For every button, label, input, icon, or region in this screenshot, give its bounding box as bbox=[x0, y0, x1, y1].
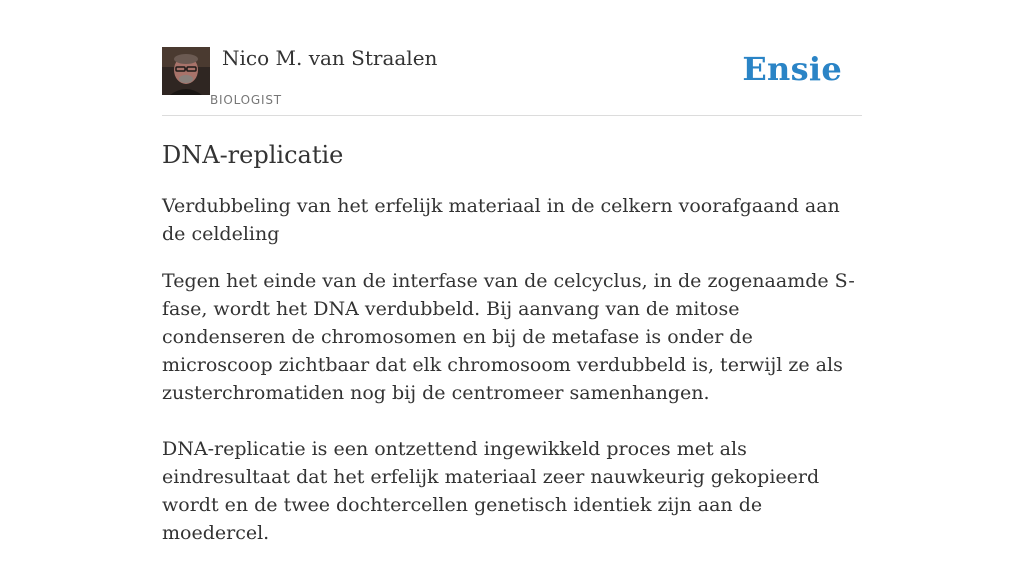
article-subtitle: Verdubbeling van het erfelijk materiaal in de celkern voorafgaand aan de celdeling bbox=[162, 195, 840, 245]
article-card bbox=[162, 0, 862, 544]
author-header bbox=[162, 0, 862, 116]
article-body bbox=[162, 267, 862, 575]
avatar-portrait-image bbox=[162, 47, 210, 95]
article-paragraph: Tegen het einde van de interfase van de celcyclus, in de zogenaamde S-fase, wordt het DNA verdubbeld. Bij aanvang van de mitose condenseren de chromosomen en bij de metafase is onder de microscoop zichtbaar dat elk chromosoom verdubbeld is, terwijl ze als zusterchromatiden nog bij de centromeer samenhangen. bbox=[162, 270, 855, 404]
article-paragraph: DNA-replicatie is een ontzettend ingewikkeld proces met als eindresultaat dat het erfelijk materiaal zeer nauwkeurig gekopieerd wordt en de twee dochtercellen genetisch identiek zijn aan de moedercel. bbox=[162, 438, 820, 544]
brand-logo[interactable]: Ensie bbox=[742, 50, 842, 88]
author-avatar[interactable] bbox=[162, 47, 210, 95]
author-role: BIOLOGIST bbox=[210, 93, 282, 107]
article-title: DNA-replicatie bbox=[162, 141, 344, 169]
author-name[interactable]: Nico M. van Straalen bbox=[222, 46, 438, 70]
